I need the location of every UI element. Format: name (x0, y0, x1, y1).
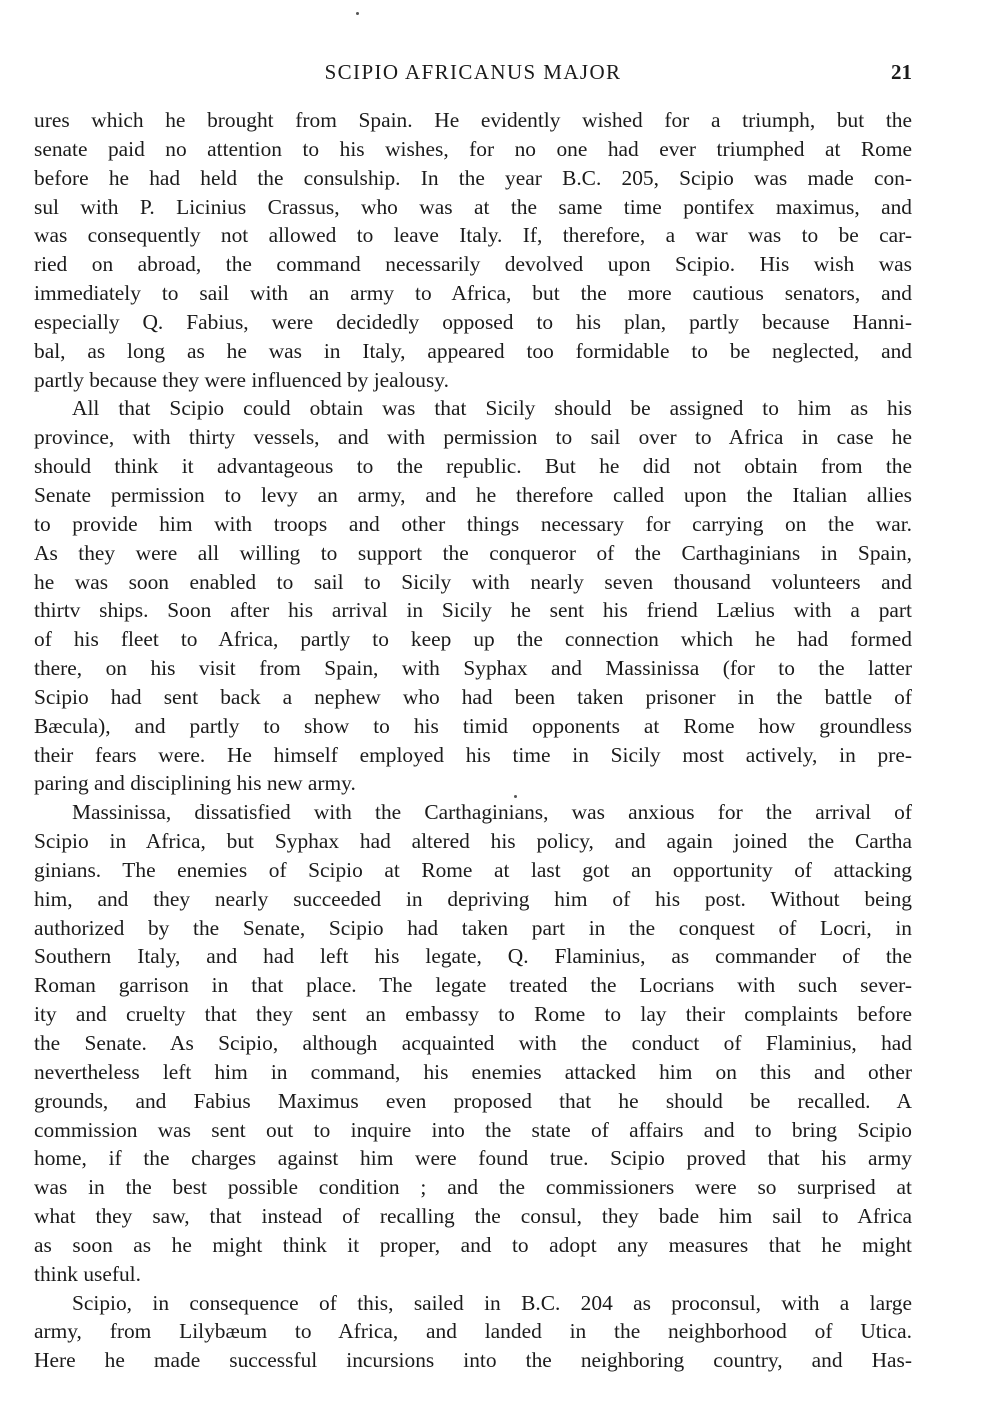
text-line: their fears were. He himself employed his time in Sicily most actively, in pre- (34, 742, 912, 767)
body-text (34, 106, 912, 1375)
text-line: there, on his visit from Spain, with Syphax and Massinissa (for to the latter (34, 656, 912, 681)
text-line: what they saw, that instead of recalling the consul, they bade him sail to Africa (34, 1204, 912, 1229)
text-line: As they were all willing to support the conqueror of the Carthaginians in Spain, (34, 540, 912, 565)
text-line: think useful. (34, 1261, 141, 1286)
print-mark (356, 12, 359, 15)
text-line: as soon as he might think it proper, and to adopt any measures that he might (34, 1232, 912, 1257)
text-line: Bæcula), and partly to show to his timid opponents at Rome how groundless (34, 713, 912, 738)
text-line: of his fleet to Africa, partly to keep up the connection which he had formed (34, 627, 912, 652)
text-line: to provide him with troops and other things necessary for carrying on the war. (34, 511, 912, 536)
text-line: he was soon enabled to sail to Sicily with nearly seven thousand volunteers and (34, 569, 912, 594)
text-line: army, from Lilybæum to Africa, and landed in the neighborhood of Utica. (34, 1319, 912, 1344)
text-line: was in the best possible condition ; and the commissioners were so surprised at (34, 1175, 912, 1200)
text-line: Southern Italy, and had left his legate, Q. Flaminius, as commander of the (34, 944, 912, 969)
text-line: ried on abroad, the command necessarily devolved upon Scipio. His wish was (34, 252, 912, 277)
text-line: ity and cruelty that they sent an embassy to Rome to lay their complaints before (34, 1002, 912, 1027)
text-line: Scipio had sent back a nephew who had been taken prisoner in the battle of (34, 684, 912, 709)
print-speck (514, 795, 517, 798)
text-line: partly because they were influenced by jealousy. (34, 367, 449, 392)
running-title: SCIPIO AFRICANUS MAJOR (324, 60, 622, 84)
text-line: the Senate. As Scipio, although acquainted with the conduct of Flaminius, had (34, 1031, 912, 1055)
text-line: commission was sent out to inquire into the state of affairs and to bring Scipio (34, 1117, 912, 1142)
paragraph-start-line: Massinissa, dissatisfied with the Carthaginians, was anxious for the arrival of (72, 800, 912, 825)
text-line: bal, as long as he was in Italy, appeared too formidable to be neglected, and (34, 338, 912, 363)
text-line: Here he made successful incursions into the neighboring country, and Has- (34, 1348, 912, 1373)
text-line: was consequently not allowed to leave Italy. If, therefore, a war was to be car- (34, 223, 912, 248)
text-line: sul with P. Licinius Crassus, who was at the same time pontifex maximus, and (34, 194, 912, 219)
text-line: paring and disciplining his new army. (34, 771, 356, 796)
text-line: especially Q. Fabius, were decidedly opposed to his plan, partly because Hanni- (34, 309, 912, 334)
text-line: should think it advantageous to the republic. But he did not obtain from the (34, 454, 912, 479)
text-line: Scipio in Africa, but Syphax had altered his policy, and again joined the Cartha (34, 829, 912, 854)
text-line: province, with thirty vessels, and with permission to sail over to Africa in case he (34, 425, 912, 450)
text-line: Roman garrison in that place. The legate treated the Locrians with such sever- (34, 973, 912, 998)
text-line: senate paid no attention to his wishes, for no one had ever triumphed at Rome (34, 136, 912, 161)
text-line: grounds, and Fabius Maximus even proposed that he should be recalled. A (34, 1088, 912, 1113)
text-line: immediately to sail with an army to Africa, but the more cautious senators, and (34, 281, 912, 306)
text-line: before he had held the consulship. In the year B.C. 205, Scipio was made con- (34, 165, 912, 190)
text-line: nevertheless left him in command, his enemies attacked him on this and other (34, 1059, 912, 1084)
text-line: home, if the charges against him were found true. Scipio proved that his army (34, 1146, 912, 1171)
text-line: ures which he brought from Spain. He evidently wished for a triumph, but the (34, 108, 912, 132)
text-line: him, and they nearly succeeded in depriving him of his post. Without being (34, 886, 912, 911)
paragraph-start-line: Scipio, in consequence of this, sailed in B.C. 204 as proconsul, with a large (72, 1290, 912, 1315)
text-line: Senate permission to levy an army, and he therefore called upon the Italian allies (34, 482, 912, 507)
text-line: ginians. The enemies of Scipio at Rome at last got an opportunity of attacking (34, 857, 912, 882)
text-line: thirtv ships. Soon after his arrival in Sicily he sent his friend Lælius with a part (34, 598, 912, 623)
running-head (34, 58, 912, 86)
page-number: 21 (891, 60, 912, 84)
text-line: authorized by the Senate, Scipio had taken part in the conquest of Locri, in (34, 915, 912, 940)
paragraph-start-line: All that Scipio could obtain was that Sicily should be assigned to him as his (72, 396, 912, 421)
